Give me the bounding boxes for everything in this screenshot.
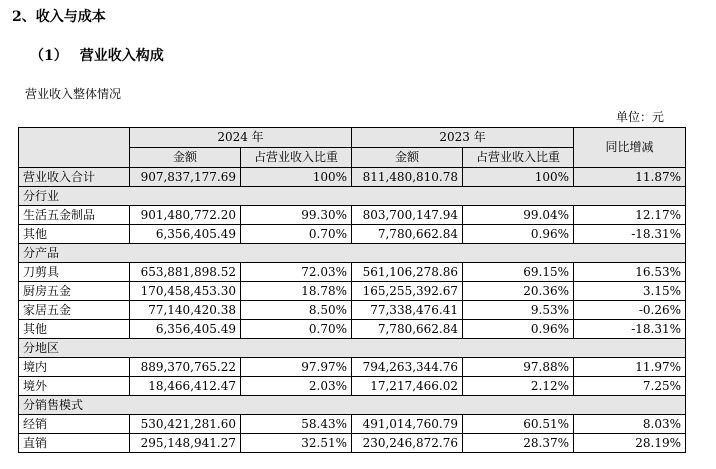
header-blank bbox=[19, 128, 130, 168]
amount-2023-cell: 561,106,278.86 bbox=[352, 263, 463, 282]
table-caption: 营业收入整体情况 bbox=[25, 87, 122, 101]
table-row bbox=[19, 320, 686, 339]
amount-2023-cell: 77,338,476.41 bbox=[352, 301, 463, 320]
section-heading: 2、收入与成本 bbox=[12, 9, 106, 25]
share-2024-cell: 2.03% bbox=[241, 377, 352, 396]
section-title: 分销售模式 bbox=[19, 396, 686, 415]
share-2024-cell: 0.70% bbox=[241, 320, 352, 339]
table-row bbox=[19, 282, 686, 301]
table-row bbox=[19, 301, 686, 320]
amount-2023-cell: 230,246,872.76 bbox=[352, 434, 463, 453]
yoy-cell: -18.31% bbox=[574, 225, 686, 244]
share-2024-cell: 72.03% bbox=[241, 263, 352, 282]
amount-2024-cell: 530,421,281.60 bbox=[130, 415, 241, 434]
header-year-2023: 2023 年 bbox=[352, 128, 574, 148]
amount-2024-cell: 907,837,177.69 bbox=[130, 168, 241, 187]
row-label: 境外 bbox=[19, 377, 130, 396]
section-row bbox=[19, 187, 686, 206]
yoy-cell: 7.25% bbox=[574, 377, 686, 396]
yoy-cell: 8.03% bbox=[574, 415, 686, 434]
amount-2024-cell: 901,480,772.20 bbox=[130, 206, 241, 225]
share-2024-cell: 97.97% bbox=[241, 358, 352, 377]
section-row bbox=[19, 244, 686, 263]
section-title: 分产品 bbox=[19, 244, 686, 263]
amount-2023-cell: 491,014,760.79 bbox=[352, 415, 463, 434]
share-2023-cell: 28.37% bbox=[463, 434, 574, 453]
total-row bbox=[19, 168, 686, 187]
row-label: 家居五金 bbox=[19, 301, 130, 320]
header-year-2024: 2024 年 bbox=[130, 128, 352, 148]
yoy-cell: 11.87% bbox=[574, 168, 686, 187]
share-2024-cell: 58.43% bbox=[241, 415, 352, 434]
header-amount-2023: 金额 bbox=[352, 148, 463, 168]
share-2023-cell: 2.12% bbox=[463, 377, 574, 396]
amount-2024-cell: 77,140,420.38 bbox=[130, 301, 241, 320]
header-amount-2024: 金额 bbox=[130, 148, 241, 168]
row-label: 境内 bbox=[19, 358, 130, 377]
section-title: 分行业 bbox=[19, 187, 686, 206]
row-label: 厨房五金 bbox=[19, 282, 130, 301]
share-2023-cell: 0.96% bbox=[463, 320, 574, 339]
amount-2024-cell: 6,356,405.49 bbox=[130, 225, 241, 244]
share-2023-cell: 9.53% bbox=[463, 301, 574, 320]
table-row bbox=[19, 225, 686, 244]
section-title: 分地区 bbox=[19, 339, 686, 358]
yoy-cell: -18.31% bbox=[574, 320, 686, 339]
revenue-table bbox=[18, 127, 686, 453]
amount-2023-cell: 794,263,344.76 bbox=[352, 358, 463, 377]
table-row bbox=[19, 415, 686, 434]
yoy-cell: 16.53% bbox=[574, 263, 686, 282]
yoy-cell: -0.26% bbox=[574, 301, 686, 320]
share-2024-cell: 0.70% bbox=[241, 225, 352, 244]
table-row bbox=[19, 206, 686, 225]
share-2023-cell: 97.88% bbox=[463, 358, 574, 377]
share-2023-cell: 99.04% bbox=[463, 206, 574, 225]
table-row bbox=[19, 377, 686, 396]
share-2023-cell: 20.36% bbox=[463, 282, 574, 301]
amount-2023-cell: 7,780,662.84 bbox=[352, 225, 463, 244]
share-2023-cell: 100% bbox=[463, 168, 574, 187]
share-2023-cell: 60.51% bbox=[463, 415, 574, 434]
row-label: 直销 bbox=[19, 434, 130, 453]
subsection-number: （1） bbox=[30, 48, 68, 64]
amount-2023-cell: 803,700,147.94 bbox=[352, 206, 463, 225]
section-row bbox=[19, 339, 686, 358]
share-2023-cell: 0.96% bbox=[463, 225, 574, 244]
section-row bbox=[19, 396, 686, 415]
amount-2023-cell: 7,780,662.84 bbox=[352, 320, 463, 339]
amount-2024-cell: 6,356,405.49 bbox=[130, 320, 241, 339]
share-2024-cell: 32.51% bbox=[241, 434, 352, 453]
yoy-cell: 3.15% bbox=[574, 282, 686, 301]
header-share-2024: 占营业收入比重 bbox=[241, 148, 352, 168]
share-2024-cell: 100% bbox=[241, 168, 352, 187]
table-row bbox=[19, 263, 686, 282]
amount-2024-cell: 18,466,412.47 bbox=[130, 377, 241, 396]
share-2023-cell: 69.15% bbox=[463, 263, 574, 282]
table-row bbox=[19, 358, 686, 377]
subsection-title: 营业收入构成 bbox=[79, 48, 164, 64]
share-2024-cell: 8.50% bbox=[241, 301, 352, 320]
yoy-cell: 11.97% bbox=[574, 358, 686, 377]
row-label: 其他 bbox=[19, 225, 130, 244]
share-2024-cell: 99.30% bbox=[241, 206, 352, 225]
row-label: 生活五金制品 bbox=[19, 206, 130, 225]
row-label: 刀剪具 bbox=[19, 263, 130, 282]
share-2024-cell: 18.78% bbox=[241, 282, 352, 301]
header-yoy: 同比增减 bbox=[574, 128, 686, 168]
amount-2023-cell: 811,480,810.78 bbox=[352, 168, 463, 187]
yoy-cell: 28.19% bbox=[574, 434, 686, 453]
table-row bbox=[19, 434, 686, 453]
subsection-heading bbox=[30, 45, 164, 65]
amount-2024-cell: 170,458,453.30 bbox=[130, 282, 241, 301]
row-label: 营业收入合计 bbox=[19, 168, 130, 187]
amount-2024-cell: 889,370,765.22 bbox=[130, 358, 241, 377]
row-label: 经销 bbox=[19, 415, 130, 434]
amount-2024-cell: 295,148,941.27 bbox=[130, 434, 241, 453]
amount-2023-cell: 165,255,392.67 bbox=[352, 282, 463, 301]
header-share-2023: 占营业收入比重 bbox=[463, 148, 574, 168]
yoy-cell: 12.17% bbox=[574, 206, 686, 225]
row-label: 其他 bbox=[19, 320, 130, 339]
amount-2023-cell: 17,217,466.02 bbox=[352, 377, 463, 396]
unit-label: 单位：元 bbox=[615, 110, 664, 124]
amount-2024-cell: 653,881,898.52 bbox=[130, 263, 241, 282]
